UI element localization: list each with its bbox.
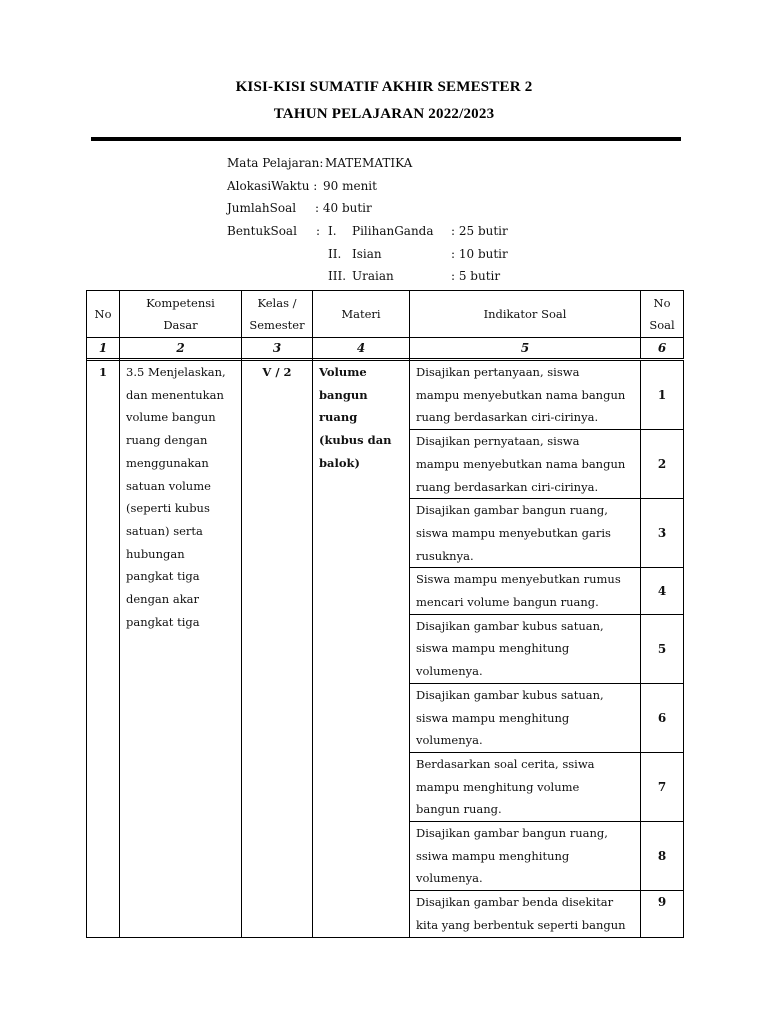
header-kelas: Kelas / Semester <box>242 291 313 338</box>
header-indikator: Indikator Soal <box>410 291 641 338</box>
bentuk-name: Uraian <box>352 269 394 284</box>
jumlah-value: : 40 butir <box>315 201 372 216</box>
col-number: 6 <box>641 338 684 359</box>
alokasi-value: 90 menit <box>323 178 377 193</box>
bentuk-name: PilihanGanda <box>352 224 434 239</box>
bentuk-count: : 10 butir <box>451 246 508 261</box>
soal-number: 1 <box>641 361 684 430</box>
header-no: No <box>87 291 120 338</box>
col-number: 2 <box>120 338 242 359</box>
kompetensi-dasar: 3.5 Menjelaskan, dan menentukan volume bangun ruang dengan menggunakan satuan volume (seperti kubus satuan) serta hubungan pangkat tiga dengan akar pangkat tiga <box>120 361 242 938</box>
soal-number: 2 <box>641 430 684 499</box>
indikator-cell: Disajikan gambar benda disekitar kita yang berbentuk seperti bangun <box>410 891 641 937</box>
header-no-soal: No Soal <box>641 291 684 338</box>
indikator-cell: Disajikan gambar kubus satuan, siswa mampu menghitung volumenya. <box>410 683 641 752</box>
soal-number: 4 <box>641 568 684 614</box>
kisi-kisi-table <box>86 290 684 938</box>
bentuk-roman: I. <box>328 224 337 239</box>
mapel-value: MATEMATIKA <box>325 156 413 170</box>
col-number: 1 <box>87 338 120 359</box>
indikator-cell: Disajikan pernyataan, siswa mampu menyebutkan nama bangun ruang berdasarkan ciri-cirinya. <box>410 430 641 499</box>
mapel-label: Mata Pelajaran: <box>227 156 324 170</box>
indikator-cell: Siswa mampu menyebutkan rumus mencari volume bangun ruang. <box>410 568 641 614</box>
bentuk-label: BentukSoal <box>227 224 297 239</box>
column-number-row <box>87 338 684 359</box>
bentuk-count: : 25 butir <box>451 224 508 239</box>
indikator-cell: Disajikan gambar bangun ruang, ssiwa mampu menghitung volumenya. <box>410 822 641 891</box>
indikator-cell: Berdasarkan soal cerita, ssiwa mampu menghitung volume bangun ruang. <box>410 752 641 821</box>
bentuk-name: Isian <box>352 246 382 261</box>
indikator-cell: Disajikan pertanyaan, siswa mampu menyebutkan nama bangun ruang berdasarkan ciri-cirinya. <box>410 361 641 430</box>
col-number: 3 <box>242 338 313 359</box>
jumlah-label: JumlahSoal <box>227 201 297 216</box>
bentuk-roman: II. <box>328 246 342 261</box>
soal-number: 5 <box>641 614 684 683</box>
indikator-cell: Disajikan gambar kubus satuan, siswa mampu menghitung volumenya. <box>410 614 641 683</box>
bentuk-roman: III. <box>328 269 347 284</box>
kelas-semester: V / 2 <box>242 361 313 938</box>
bentuk-colon: : <box>316 224 321 239</box>
indikator-cell: Disajikan gambar bangun ruang, siswa mampu menyebutkan garis rusuknya. <box>410 499 641 568</box>
soal-number: 9 <box>641 891 684 937</box>
alokasi-label: AlokasiWaktu : <box>227 178 318 193</box>
soal-number: 8 <box>641 822 684 891</box>
materi: Volume bangun ruang (kubus dan balok) <box>313 361 410 938</box>
col-number: 4 <box>313 338 410 359</box>
soal-number: 6 <box>641 683 684 752</box>
row-number: 1 <box>87 361 120 938</box>
table-row <box>87 361 684 430</box>
bentuk-count: : 5 butir <box>451 269 501 284</box>
col-number: 5 <box>410 338 641 359</box>
title-divider <box>91 137 681 141</box>
document-subtitle: TAHUN PELAJARAN 2022/2023 <box>273 106 495 122</box>
header-row <box>87 291 684 338</box>
header-kompetensi: Kompetensi Dasar <box>120 291 242 338</box>
soal-number: 7 <box>641 752 684 821</box>
header-materi: Materi <box>313 291 410 338</box>
document-title: KISI-KISI SUMATIF AKHIR SEMESTER 2 <box>235 79 533 95</box>
soal-number: 3 <box>641 499 684 568</box>
